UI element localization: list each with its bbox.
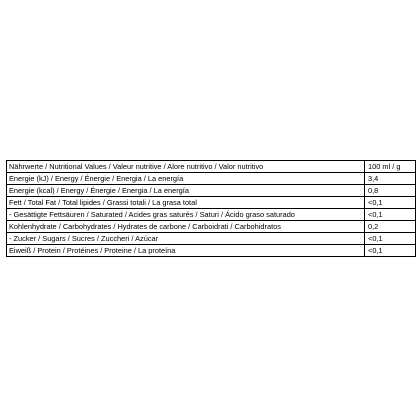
nutrient-label: Energie (kJ) / Energy / Énergie / Energia / La energía: [7, 173, 365, 185]
nutrient-label: - Zucker / Sugars / Sucres / Zuccheri / Azúcar: [7, 233, 365, 245]
nutrient-value: <0,1: [365, 245, 416, 257]
nutrient-value: 0,2: [365, 221, 416, 233]
nutrient-value: <0,1: [365, 209, 416, 221]
table-header-row: [7, 161, 416, 173]
table-row-protein: [7, 245, 416, 257]
nutrient-value: 3,4: [365, 173, 416, 185]
nutrient-label: Fett / Total Fat / Total lipides / Grassi totali / La grasa total: [7, 197, 365, 209]
table-row-energy-kj: [7, 173, 416, 185]
table-row-saturated-fat: [7, 209, 416, 221]
nutrient-label: Kohlenhydrate / Carbohydrates / Hydrates de carbone / Carboidrati / Carbohidratos: [7, 221, 365, 233]
table-row-sugars: [7, 233, 416, 245]
nutrition-facts-table: [6, 160, 416, 257]
nutrient-label: - Gesättigte Fettsäuren / Saturated / Acides gras saturés / Saturi / Ácido graso saturado: [7, 209, 365, 221]
header-label-cell: Nährwerte / Nutritional Values / Valeur nutritive / Alore nutritivo / Valor nutritivo: [7, 161, 365, 173]
nutrient-value: <0,1: [365, 233, 416, 245]
table-row-energy-kcal: [7, 185, 416, 197]
nutrient-label: Eiweiß / Protein / Protéines / Proteine / La proteína: [7, 245, 365, 257]
nutrient-label: Energie (kcal) / Energy / Énergie / Energia / La energía: [7, 185, 365, 197]
table-row-carbohydrates: [7, 221, 416, 233]
header-value-cell: 100 ml / g: [365, 161, 416, 173]
nutrient-value: <0,1: [365, 197, 416, 209]
table-row-total-fat: [7, 197, 416, 209]
nutrient-value: 0,8: [365, 185, 416, 197]
